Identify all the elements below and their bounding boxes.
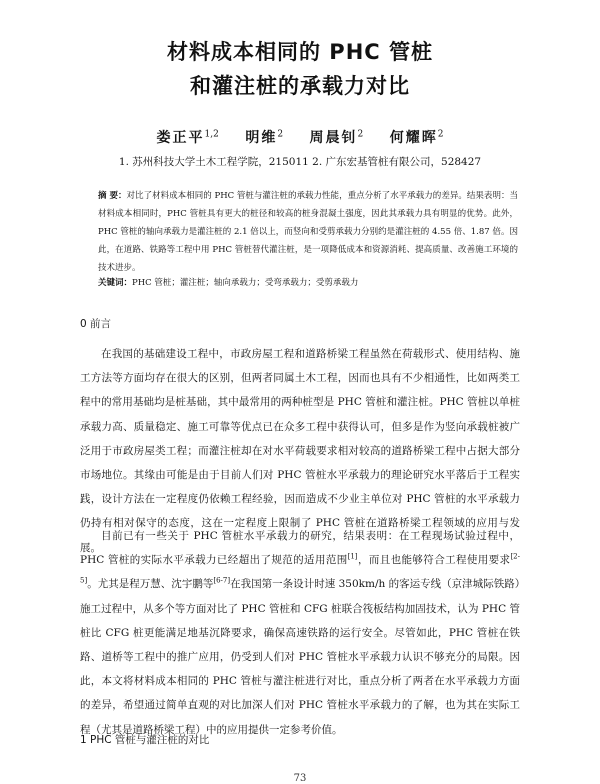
keywords	[98, 276, 518, 288]
author: 娄正平$^{1,2}$	[156, 129, 219, 146]
section-heading-comparison: 1 PHC 管桩与灌注桩的对比	[80, 734, 210, 746]
author: 周晨钊$^2$	[309, 129, 364, 146]
citation: [6-7]	[213, 576, 231, 585]
keywords-label: 关键词：	[98, 278, 133, 288]
paper-title-line1: 材料成本相同的 PHC 管桩	[167, 40, 433, 64]
page-number: 73	[293, 773, 307, 784]
citation: [2-5]	[80, 552, 520, 585]
author: 何耀晖$^2$	[389, 129, 444, 146]
citation: [1]	[347, 552, 358, 561]
abstract-label: 摘 要：	[98, 191, 127, 201]
affiliations: 1. 苏州科技大学土木工程学院，215011 2. 广东宏基管桩有限公司，528427	[118, 156, 482, 168]
author-list	[0, 127, 600, 147]
section-heading-intro: 0 前言	[80, 318, 112, 330]
paper-title-line2: 和灌注桩的承载力对比	[190, 74, 410, 98]
abstract	[98, 187, 518, 277]
body-paragraph: 在我国的基础建设工程中，市政房屋工程和道路桥梁工程虽然在荷载形式、使用结构、施工方法等方面均存在很大的区别，但两者同属土木工程，因而也具有不少相通性，比如两类工程中的常用基础均是桩基础，其中最常用的两种桩型是 PHC 管桩和灌注桩。PHC 管桩以单桩承载力高、质量稳定、施工可靠等优点已在众多工程中获得认可，但多是作为竖向承载桩被广泛用于市政房屋类工程；而灌注桩却在对水平荷载要求相对较高的道路桥梁工程中占据大部分市场地位。其缘由可能是由于目前人们对 PHC 管桩水平承载力的理论研究水平落后于工程实践，设计方法在一定程度仍依赖工程经验，因而造成不少业主单位对 PHC 管桩的水平承载力仍持有相对保守的态度，这在一定程度上限制了 PHC 管桩在道路桥梁工程领域的应用与发展。	[80, 348, 520, 554]
abstract-text: 对比了材料成本相同的 PHC 管桩与灌注桩的承载力性能，重点分析了水平承载力的差异。结果表明：当材料成本相同时，PHC 管桩具有更大的桩径和较高的桩身混凝土强度，因此其承载力具有明显的优势。此外，PHC 管桩的轴向承载力是灌注桩的 2.1 倍以上，而竖向和受剪承载力分别约是灌注桩的 4.55 倍、1.87 倍。因此，在道路、铁路等工程中用 PHC 管桩替代灌注桩，是一项降低成本和资源消耗、提高质量、改善施工环境的技术进步。	[98, 191, 518, 273]
keywords-text: PHC 管桩；灌注桩；轴向承载力；受弯承载力；受剪承载力	[132, 278, 359, 288]
author: 明维$^2$	[245, 129, 284, 146]
body-paragraph: 目前已有一些关于 PHC 管桩水平承载力的研究，结果表明：在工程现场试验过程中，PHC 管桩的实际水平承载力已经超出了规范的适用范围[1]，而且也能够符合工程使用要求[2-5]。尤其是程万慧、沈宇鹏等[6-7]在我国第一条设计时速 350km/h 的客运专线（京津城际铁路）施工过程中，从多个等方面对比了 PHC 管桩和 CFG 桩联合筏板结构加固技术，认为 PHC 管桩比 CFG 桩更能满足地基沉降要求，确保高速铁路的运行安全。尽管如此，PHC 管桩在铁路、道桥等工程中的推广应用，仍受到人们对 PHC 管桩水平承载力认识不够充分的局限。因此，本文将材料成本相同的 PHC 管桩与灌注桩进行对比，重点分析了两者在水平承载力方面的差异，希望通过简单直观的对比加深人们对 PHC 管桩水平承载力的了解，也为其在实际工程（尤其是道路桥梁工程）中的应用提供一定参考价值。	[80, 530, 520, 736]
